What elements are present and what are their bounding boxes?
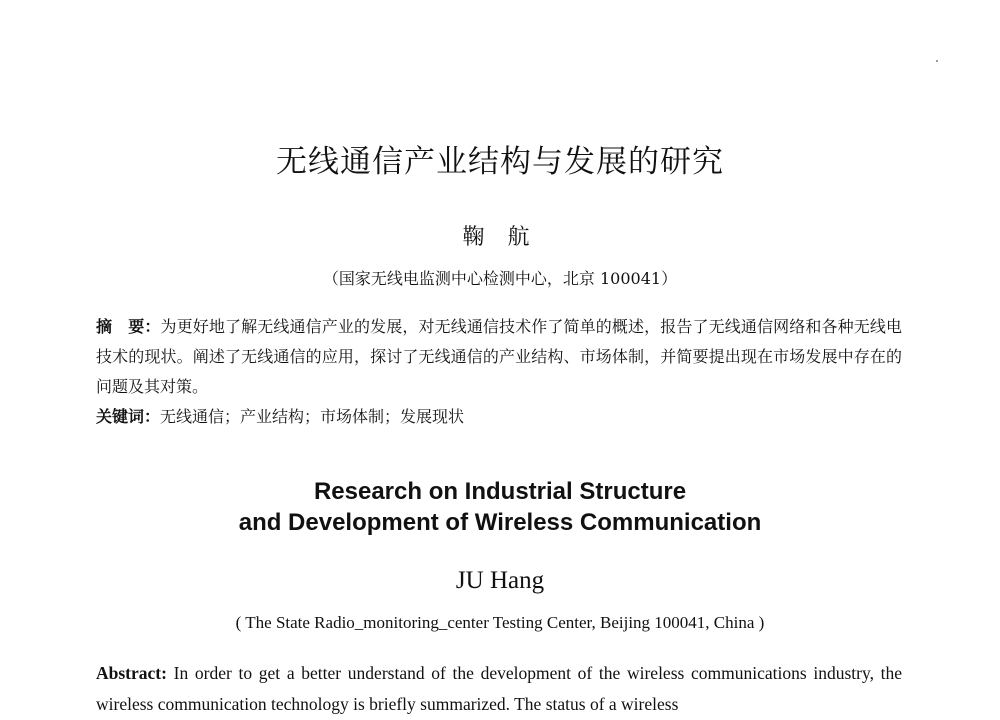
english-title-line-1: Research on Industrial Structure bbox=[313, 478, 687, 505]
chinese-abstract bbox=[96, 312, 902, 402]
scan-speck bbox=[936, 60, 938, 62]
english-title-line-2: and Development of Wireless Communication bbox=[238, 509, 762, 536]
english-affiliation: ( The State Radio_monitoring_center Testing Center, Beijing 100041, China ) bbox=[235, 613, 765, 632]
english-author: JU Hang bbox=[455, 567, 545, 594]
chinese-abstract-text: 为更好地了解无线通信产业的发展，对无线通信技术作了简单的概述，报告了无线通信网络和各种无线电技术的现状。阐述了无线通信的应用，探讨了无线通信的产业结构、市场体制，并简要提出现在市场发展中存在的问题及其对策。 bbox=[96, 317, 902, 396]
chinese-keywords-label: 关键词： bbox=[96, 407, 161, 426]
chinese-abstract-label: 摘 要： bbox=[96, 317, 161, 336]
chinese-author: 鞠 航 bbox=[462, 225, 538, 250]
chinese-title: 无线通信产业结构与发展的研究 bbox=[276, 144, 724, 180]
chinese-affiliation: （国家无线电监测中心检测中心，北京 100041） bbox=[322, 269, 678, 288]
english-title bbox=[0, 476, 1000, 538]
chinese-keywords bbox=[96, 402, 902, 432]
english-abstract-text: In order to get a better understand of the development of the wireless communications industry, the wireless communication technology is briefly summarized. The status of a wireless bbox=[96, 663, 903, 714]
english-abstract-label: Abstract: bbox=[96, 663, 167, 683]
chinese-keywords-text: 无线通信；产业结构；市场体制；发展现状 bbox=[160, 407, 465, 426]
english-abstract bbox=[96, 658, 902, 720]
